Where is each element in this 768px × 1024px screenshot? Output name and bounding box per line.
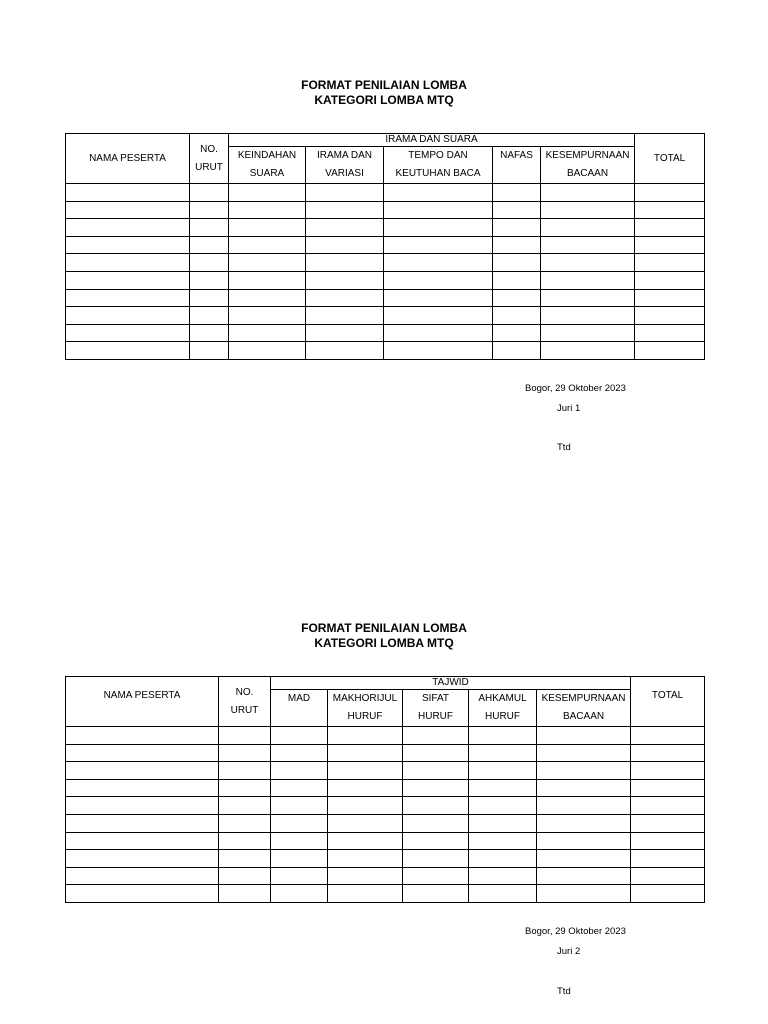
score-cell[interactable] bbox=[271, 779, 328, 797]
score-cell[interactable] bbox=[537, 797, 631, 815]
score-cell[interactable] bbox=[219, 885, 271, 903]
score-cell[interactable] bbox=[66, 342, 190, 360]
score-cell[interactable] bbox=[219, 814, 271, 832]
score-cell[interactable] bbox=[229, 201, 306, 219]
score-cell[interactable] bbox=[384, 307, 493, 325]
score-cell[interactable] bbox=[328, 727, 403, 745]
score-cell[interactable] bbox=[631, 885, 705, 903]
score-cell[interactable] bbox=[190, 307, 229, 325]
score-cell[interactable] bbox=[403, 814, 469, 832]
score-cell[interactable] bbox=[469, 762, 537, 780]
score-cell[interactable] bbox=[541, 289, 635, 307]
form1-header-no-urut: NO. URUT bbox=[190, 134, 229, 184]
score-cell[interactable] bbox=[66, 219, 190, 237]
score-cell[interactable] bbox=[219, 832, 271, 850]
score-cell[interactable] bbox=[306, 254, 384, 272]
form2-header-no-urut: NO. URUT bbox=[219, 677, 271, 727]
score-cell[interactable] bbox=[537, 832, 631, 850]
score-cell[interactable] bbox=[403, 850, 469, 868]
score-cell[interactable] bbox=[271, 814, 328, 832]
score-cell[interactable] bbox=[403, 797, 469, 815]
score-cell[interactable] bbox=[190, 219, 229, 237]
score-cell[interactable] bbox=[66, 727, 219, 745]
score-cell[interactable] bbox=[384, 342, 493, 360]
score-cell[interactable] bbox=[403, 832, 469, 850]
score-cell[interactable] bbox=[328, 762, 403, 780]
score-cell[interactable] bbox=[66, 184, 190, 202]
score-cell[interactable] bbox=[541, 342, 635, 360]
form2-header-ahkamul: AHKAMUL HURUF bbox=[469, 690, 537, 727]
score-cell[interactable] bbox=[631, 727, 705, 745]
form1-header-group: IRAMA DAN SUARA bbox=[229, 134, 635, 147]
score-cell[interactable] bbox=[635, 219, 705, 237]
score-cell[interactable] bbox=[190, 184, 229, 202]
form1-place-date: Bogor, 29 Oktober 2023 bbox=[525, 383, 626, 394]
score-cell[interactable] bbox=[631, 832, 705, 850]
score-cell[interactable] bbox=[493, 271, 541, 289]
score-cell[interactable] bbox=[66, 850, 219, 868]
score-cell[interactable] bbox=[635, 289, 705, 307]
score-cell[interactable] bbox=[469, 885, 537, 903]
form1-title bbox=[0, 78, 768, 108]
table-row bbox=[66, 850, 705, 868]
score-cell[interactable] bbox=[635, 307, 705, 325]
score-cell[interactable] bbox=[271, 885, 328, 903]
score-cell[interactable] bbox=[469, 727, 537, 745]
score-cell[interactable] bbox=[403, 762, 469, 780]
score-cell[interactable] bbox=[537, 779, 631, 797]
score-cell[interactable] bbox=[541, 236, 635, 254]
score-cell[interactable] bbox=[403, 727, 469, 745]
score-cell[interactable] bbox=[190, 324, 229, 342]
score-cell[interactable] bbox=[328, 814, 403, 832]
form2-header-makhorijul: MAKHORIJUL HURUF bbox=[328, 690, 403, 727]
score-cell[interactable] bbox=[219, 850, 271, 868]
score-cell[interactable] bbox=[537, 762, 631, 780]
score-cell[interactable] bbox=[469, 797, 537, 815]
form2-score-table bbox=[65, 676, 705, 903]
score-cell[interactable] bbox=[631, 779, 705, 797]
score-cell[interactable] bbox=[493, 236, 541, 254]
form1-header-kesempurnaan: KESEMPURNAAN BACAAN bbox=[541, 147, 635, 184]
score-cell[interactable] bbox=[306, 342, 384, 360]
table-row bbox=[66, 254, 705, 272]
score-cell[interactable] bbox=[635, 324, 705, 342]
score-cell[interactable] bbox=[66, 867, 219, 885]
table-row bbox=[66, 727, 705, 745]
score-cell[interactable] bbox=[403, 779, 469, 797]
score-cell[interactable] bbox=[469, 814, 537, 832]
table-row bbox=[66, 885, 705, 903]
score-cell[interactable] bbox=[403, 744, 469, 762]
score-cell[interactable] bbox=[66, 254, 190, 272]
table-row bbox=[66, 289, 705, 307]
form1-header-keindahan-suara: KEINDAHAN SUARA bbox=[229, 147, 306, 184]
score-cell[interactable] bbox=[635, 236, 705, 254]
table-row bbox=[66, 201, 705, 219]
score-cell[interactable] bbox=[384, 271, 493, 289]
score-cell[interactable] bbox=[328, 779, 403, 797]
score-cell[interactable] bbox=[229, 184, 306, 202]
score-cell[interactable] bbox=[66, 307, 190, 325]
form2-sign: Ttd bbox=[557, 986, 571, 997]
score-cell[interactable] bbox=[384, 219, 493, 237]
score-cell[interactable] bbox=[190, 254, 229, 272]
score-cell[interactable] bbox=[66, 236, 190, 254]
score-cell[interactable] bbox=[493, 254, 541, 272]
score-cell[interactable] bbox=[306, 201, 384, 219]
score-cell[interactable] bbox=[493, 324, 541, 342]
form2-header-nama: NAMA PESERTA bbox=[66, 677, 219, 727]
score-cell[interactable] bbox=[229, 271, 306, 289]
table-row bbox=[66, 219, 705, 237]
score-cell[interactable] bbox=[631, 762, 705, 780]
score-cell[interactable] bbox=[537, 744, 631, 762]
form2-juror: Juri 2 bbox=[557, 946, 581, 957]
score-cell[interactable] bbox=[271, 797, 328, 815]
score-cell[interactable] bbox=[229, 236, 306, 254]
score-cell[interactable] bbox=[469, 867, 537, 885]
score-cell[interactable] bbox=[328, 850, 403, 868]
score-cell[interactable] bbox=[635, 184, 705, 202]
table-row bbox=[66, 762, 705, 780]
form1-sign: Ttd bbox=[557, 442, 571, 453]
score-cell[interactable] bbox=[306, 289, 384, 307]
score-cell[interactable] bbox=[190, 289, 229, 307]
score-cell[interactable] bbox=[541, 271, 635, 289]
score-cell[interactable] bbox=[219, 727, 271, 745]
form2-title-line2: KATEGORI LOMBA MTQ bbox=[314, 636, 454, 650]
form2-title bbox=[0, 621, 768, 651]
score-cell[interactable] bbox=[537, 867, 631, 885]
table-row bbox=[66, 271, 705, 289]
score-cell[interactable] bbox=[493, 219, 541, 237]
score-cell[interactable] bbox=[190, 342, 229, 360]
score-cell[interactable] bbox=[271, 727, 328, 745]
score-cell[interactable] bbox=[541, 307, 635, 325]
score-cell[interactable] bbox=[635, 342, 705, 360]
score-cell[interactable] bbox=[190, 201, 229, 219]
score-cell[interactable] bbox=[328, 885, 403, 903]
form1-title-line2: KATEGORI LOMBA MTQ bbox=[314, 93, 454, 107]
score-cell[interactable] bbox=[635, 271, 705, 289]
score-cell[interactable] bbox=[635, 254, 705, 272]
score-cell[interactable] bbox=[537, 885, 631, 903]
score-cell[interactable] bbox=[271, 850, 328, 868]
score-cell[interactable] bbox=[541, 201, 635, 219]
score-cell[interactable] bbox=[66, 779, 219, 797]
score-cell[interactable] bbox=[384, 184, 493, 202]
score-cell[interactable] bbox=[306, 219, 384, 237]
score-cell[interactable] bbox=[66, 271, 190, 289]
form2-header-kesempurnaan: KESEMPURNAAN BACAAN bbox=[537, 690, 631, 727]
score-cell[interactable] bbox=[631, 797, 705, 815]
score-cell[interactable] bbox=[469, 744, 537, 762]
form1-score-table bbox=[65, 133, 705, 360]
score-cell[interactable] bbox=[541, 184, 635, 202]
table-row bbox=[66, 814, 705, 832]
score-cell[interactable] bbox=[328, 797, 403, 815]
table-row bbox=[66, 184, 705, 202]
table-row bbox=[66, 797, 705, 815]
score-cell[interactable] bbox=[219, 797, 271, 815]
table-row bbox=[66, 779, 705, 797]
score-cell[interactable] bbox=[190, 271, 229, 289]
score-cell[interactable] bbox=[306, 184, 384, 202]
score-cell[interactable] bbox=[271, 832, 328, 850]
score-cell[interactable] bbox=[229, 254, 306, 272]
score-cell[interactable] bbox=[493, 184, 541, 202]
score-cell[interactable] bbox=[541, 254, 635, 272]
form1-title-line1: FORMAT PENILAIAN LOMBA bbox=[301, 78, 467, 92]
table-row bbox=[66, 307, 705, 325]
score-cell[interactable] bbox=[384, 289, 493, 307]
score-cell[interactable] bbox=[493, 289, 541, 307]
table-row bbox=[66, 324, 705, 342]
score-cell[interactable] bbox=[66, 762, 219, 780]
form2-header-total: TOTAL bbox=[631, 677, 705, 727]
score-cell[interactable] bbox=[66, 885, 219, 903]
form2-header-mad: MAD bbox=[271, 690, 328, 727]
form2-header-sifat: SIFAT HURUF bbox=[403, 690, 469, 727]
score-cell[interactable] bbox=[328, 832, 403, 850]
table-row bbox=[66, 744, 705, 762]
score-cell[interactable] bbox=[469, 832, 537, 850]
score-cell[interactable] bbox=[403, 885, 469, 903]
score-cell[interactable] bbox=[631, 867, 705, 885]
table-row bbox=[66, 236, 705, 254]
form1-header-irama-variasi: IRAMA DAN VARIASI bbox=[306, 147, 384, 184]
score-cell[interactable] bbox=[219, 762, 271, 780]
score-cell[interactable] bbox=[271, 744, 328, 762]
score-cell[interactable] bbox=[219, 744, 271, 762]
score-cell[interactable] bbox=[384, 324, 493, 342]
score-cell[interactable] bbox=[66, 201, 190, 219]
score-cell[interactable] bbox=[635, 201, 705, 219]
form2-place-date: Bogor, 29 Oktober 2023 bbox=[525, 926, 626, 937]
score-cell[interactable] bbox=[541, 324, 635, 342]
score-cell[interactable] bbox=[537, 814, 631, 832]
score-cell[interactable] bbox=[66, 814, 219, 832]
score-cell[interactable] bbox=[384, 201, 493, 219]
score-cell[interactable] bbox=[541, 219, 635, 237]
score-cell[interactable] bbox=[493, 201, 541, 219]
score-cell[interactable] bbox=[631, 744, 705, 762]
score-cell[interactable] bbox=[306, 271, 384, 289]
score-cell[interactable] bbox=[328, 744, 403, 762]
score-cell[interactable] bbox=[306, 324, 384, 342]
form2-title-line1: FORMAT PENILAIAN LOMBA bbox=[301, 621, 467, 635]
score-cell[interactable] bbox=[271, 867, 328, 885]
score-cell[interactable] bbox=[219, 779, 271, 797]
score-cell[interactable] bbox=[229, 342, 306, 360]
score-cell[interactable] bbox=[229, 324, 306, 342]
score-cell[interactable] bbox=[384, 254, 493, 272]
form1-header-total: TOTAL bbox=[635, 134, 705, 184]
score-cell[interactable] bbox=[66, 832, 219, 850]
score-cell[interactable] bbox=[469, 779, 537, 797]
score-cell[interactable] bbox=[384, 236, 493, 254]
score-cell[interactable] bbox=[631, 814, 705, 832]
score-cell[interactable] bbox=[219, 867, 271, 885]
score-cell[interactable] bbox=[229, 289, 306, 307]
score-cell[interactable] bbox=[66, 324, 190, 342]
score-cell[interactable] bbox=[306, 236, 384, 254]
score-cell[interactable] bbox=[493, 342, 541, 360]
score-cell[interactable] bbox=[66, 744, 219, 762]
score-cell[interactable] bbox=[631, 850, 705, 868]
score-cell[interactable] bbox=[403, 867, 469, 885]
form1-header-nama: NAMA PESERTA bbox=[66, 134, 190, 184]
score-cell[interactable] bbox=[493, 307, 541, 325]
table-row bbox=[66, 342, 705, 360]
form1-juror: Juri 1 bbox=[557, 403, 581, 414]
form2-header-group: TAJWID bbox=[271, 677, 631, 690]
score-cell[interactable] bbox=[328, 867, 403, 885]
form1-header-tempo: TEMPO DAN KEUTUHAN BACA bbox=[384, 147, 493, 184]
score-cell[interactable] bbox=[190, 236, 229, 254]
form1-header-nafas: NAFAS bbox=[493, 147, 541, 184]
score-cell[interactable] bbox=[229, 219, 306, 237]
score-cell[interactable] bbox=[66, 797, 219, 815]
score-cell[interactable] bbox=[537, 850, 631, 868]
score-cell[interactable] bbox=[306, 307, 384, 325]
score-cell[interactable] bbox=[229, 307, 306, 325]
table-row bbox=[66, 832, 705, 850]
score-cell[interactable] bbox=[66, 289, 190, 307]
score-cell[interactable] bbox=[271, 762, 328, 780]
score-cell[interactable] bbox=[537, 727, 631, 745]
score-cell[interactable] bbox=[469, 850, 537, 868]
table-row bbox=[66, 867, 705, 885]
